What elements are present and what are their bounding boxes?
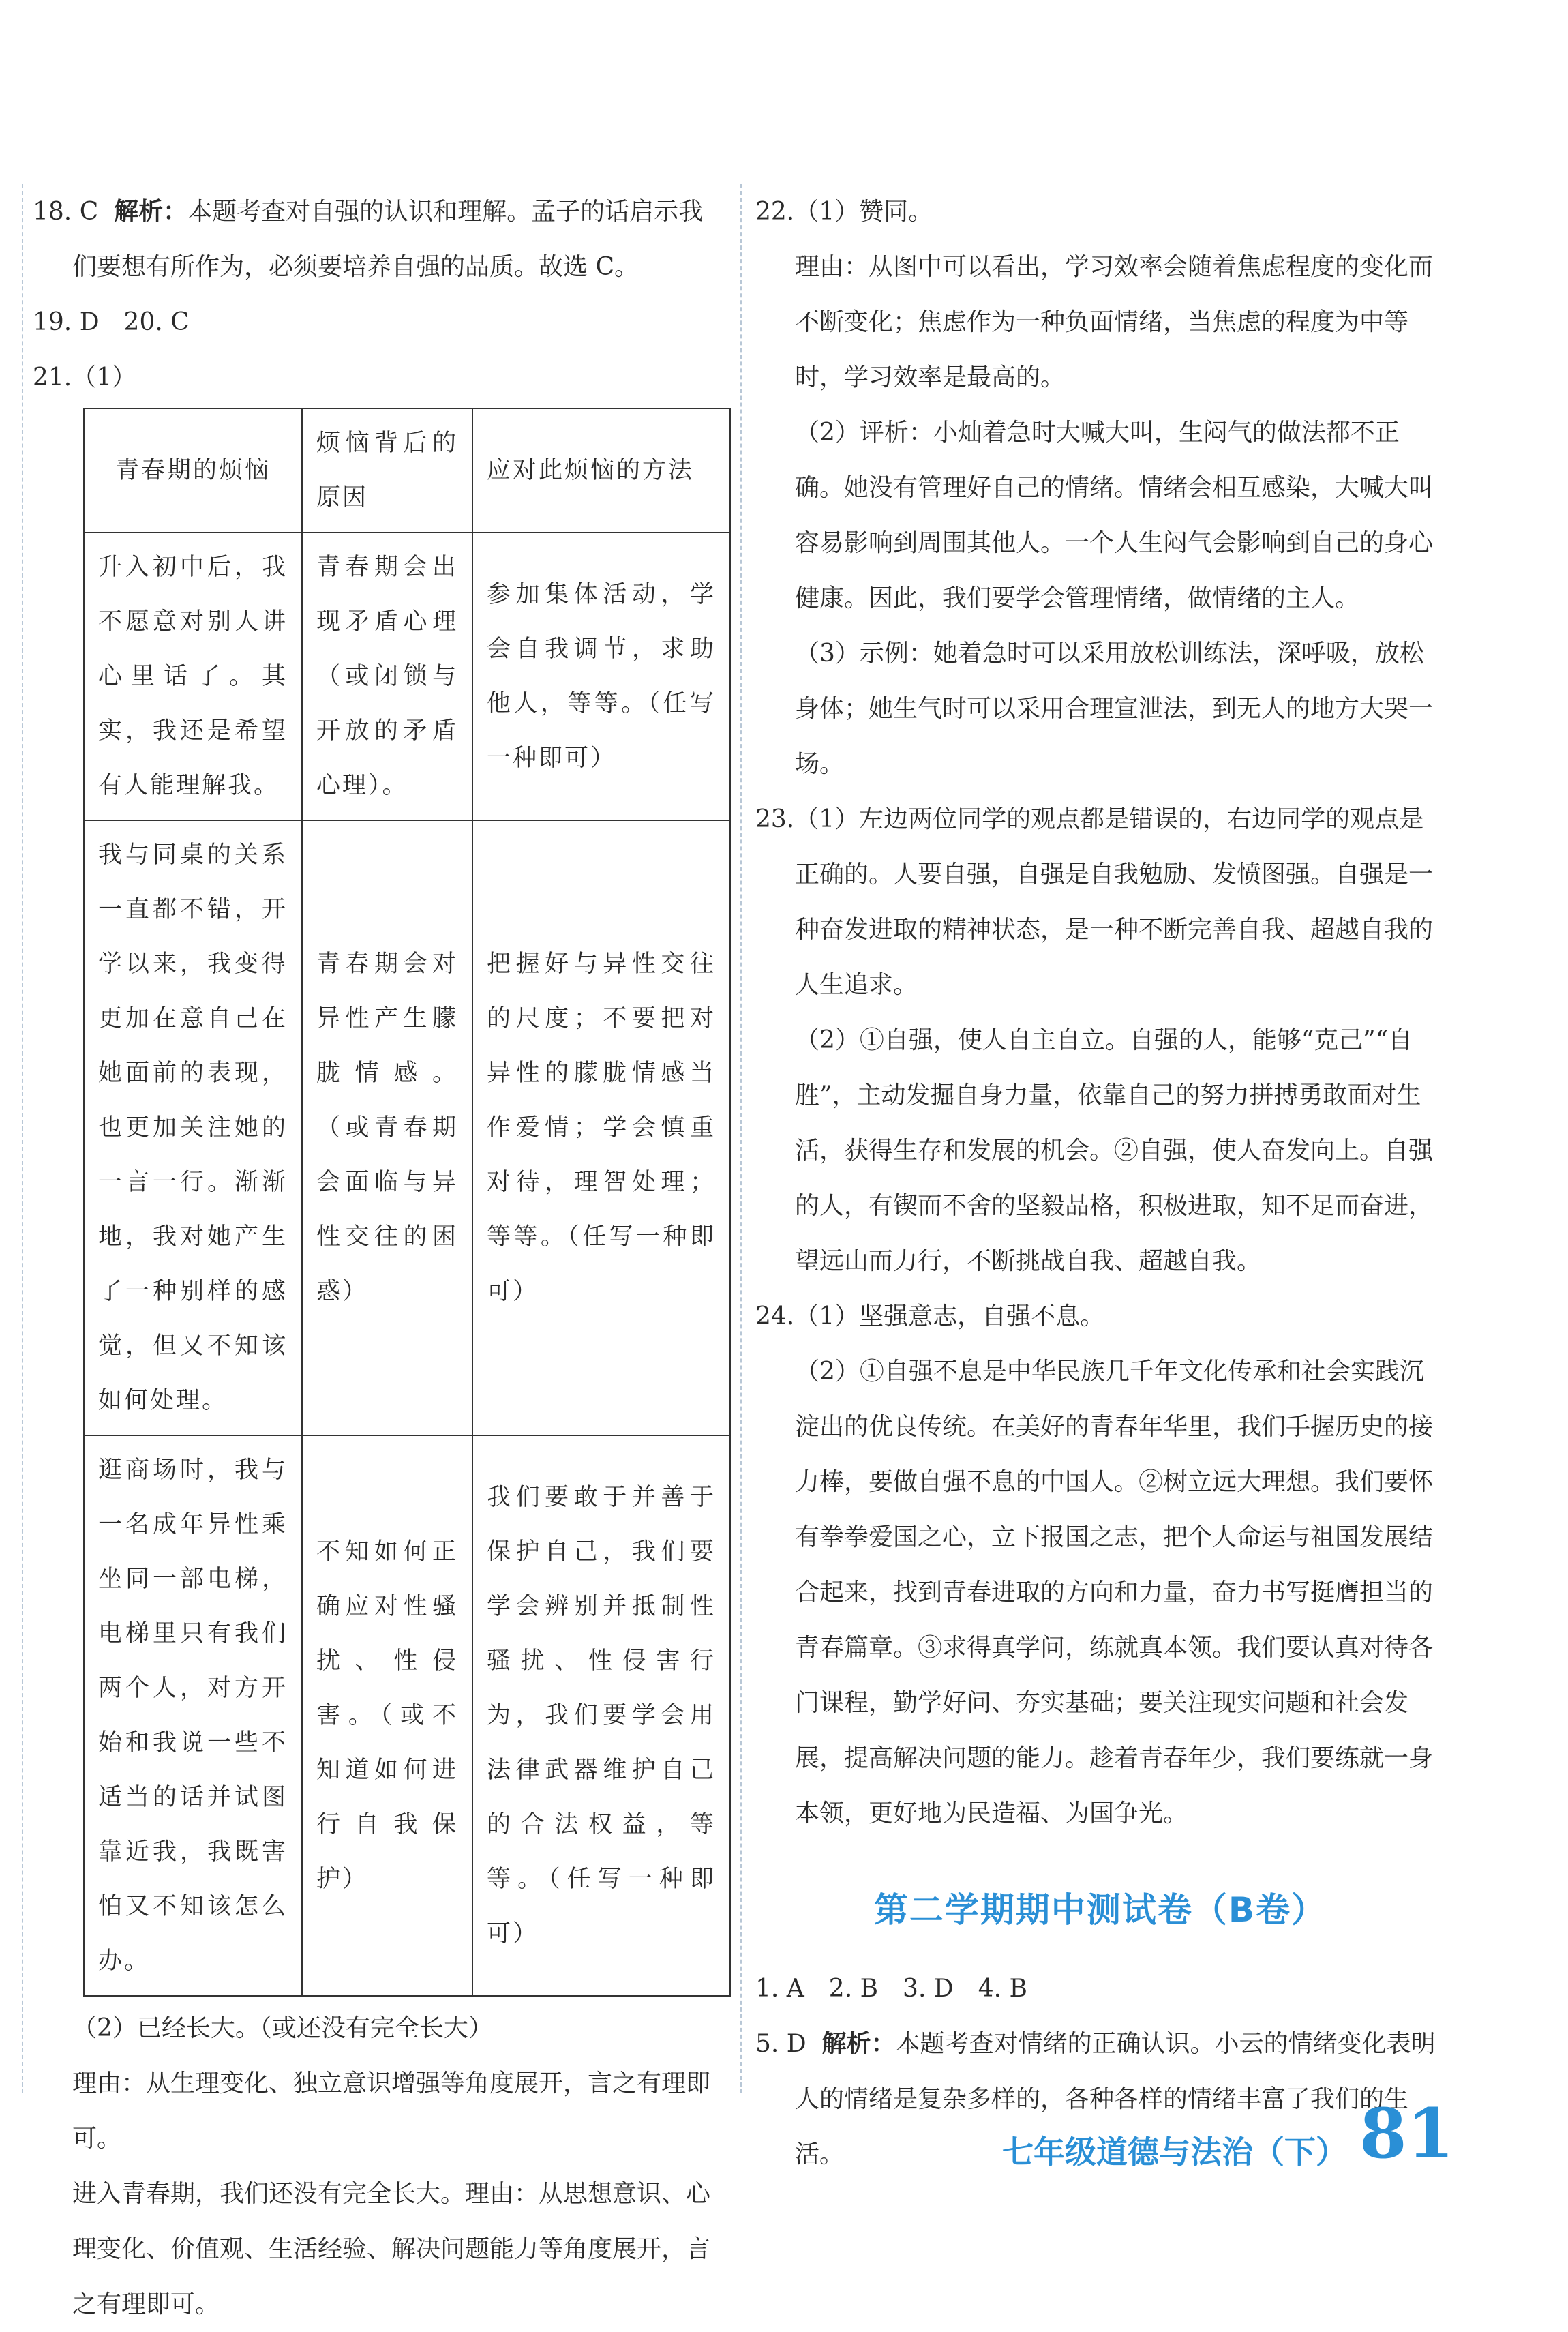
table-cell: 逛商场时，我与一名成年异性乘坐同一部电梯，电梯里只有我们两个人，对方开始和我说一些不适当的话并试图靠近我，我既害怕又不知该怎么办。 xyxy=(84,1435,302,1996)
table-row xyxy=(84,820,730,1435)
answer-21-heading: 21.（1） xyxy=(33,363,137,391)
answer-b-1-4: 1. A 2. B 3. D 4. B xyxy=(755,1975,1027,2003)
table-cell: 青春期会对异性产生朦胧情感。（或青春期会面临与异性交往的困惑） xyxy=(302,820,472,1435)
table-cell: 青春期会出现矛盾心理（或闭锁与开放的矛盾心理）。 xyxy=(302,533,472,820)
answer-24-2: （2）①自强不息是中华民族几千年文化传承和社会实践沉淀出的优良传统。在美好的青春年华里，我们手握历史的接力棒，要做自强不息的中国人。②树立远大理想。我们要怀有拳拳爱国之心，立下报国之志，把个人命运与祖国发展结合起来，找到青春进取的方向和力量，奋力书写挺膺担当的青春篇章。③求得真学问，练就真本领。我们要认真对待各门课程，勤学好问、夯实基础；要关注现实问题和社会发展，提高解决问题的能力。趁着青春年少，我们要练就一身本领，更好地为民造福、为国争光。 xyxy=(795,1358,1434,1827)
answer-19-20: 19. D 20. C xyxy=(33,308,190,336)
analysis-label: 解析： xyxy=(821,2029,896,2058)
table-header-cell: 青春期的烦恼 xyxy=(84,408,302,533)
answer-22-1-reason: 理由：从图中可以看出，学习效率会随着焦虑程度的变化而不断变化；焦虑作为一种负面情绪，当焦虑的程度为中等时，学习效率是最高的。 xyxy=(795,253,1434,391)
answer-number: 5. D xyxy=(755,2030,806,2058)
column-divider xyxy=(740,184,742,2093)
answer-21-table xyxy=(83,408,731,1997)
answer-22-2: （2）评析：小灿着急时大喊大叫，生闷气的做法都不正确。她没有管理好自己的情绪。情绪会相互感染，大喊大叫容易影响到周围其他人。一个人生闷气会影响到自己的身心健康。因此，我们要学会管理情绪，做情绪的主人。 xyxy=(795,419,1434,612)
table-cell: 我与同桌的关系一直都不错，开学以来，我变得更加在意自己在她面前的表现，也更加关注她的一言一行。渐渐地，我对她产生了一种别样的感觉，但又不知该如何处理。 xyxy=(84,820,302,1435)
answer-21-2-reason-b: 进入青春期，我们还没有完全长大。理由：从思想意识、心理变化、价值观、生活经验、解决问题能力等角度展开，言之有理即可。 xyxy=(72,2180,711,2318)
analysis-text: 本题考查对情绪的正确认识。小云的情绪变化表明人的情绪是复杂多样的，各种各样的情绪丰富了我们的生活。 xyxy=(795,2030,1436,2168)
answer-24-1: 24.（1）坚强意志，自强不息。 xyxy=(755,1302,1105,1330)
left-column xyxy=(33,184,721,2332)
table-cell: 参加集体活动，学会自我调节，求助他人，等等。（任写一种即可） xyxy=(472,533,730,820)
answer-22-3: （3）示例：她着急时可以采用放松训练法，深呼吸，放松身体；她生气时可以采用合理宣泄法，到无人的地方大哭一场。 xyxy=(795,640,1434,778)
table-header-row xyxy=(84,408,730,533)
answer-23-2: （2）①自强，使人自主自立。自强的人，能够“克己”“自胜”，主动发掘自身力量，依靠自己的努力拼搏勇敢面对生活，获得生存和发展的机会。②自强，使人奋发向上。自强的人，有锲而不舍的坚毅品格，积极进取，知不足而奋进，望远山而力行，不断挑战自我、超越自我。 xyxy=(795,1026,1434,1275)
left-margin-rule xyxy=(22,184,23,2093)
right-column xyxy=(755,184,1445,2182)
table-cell: 我们要敢于并善于保护自己，我们要学会辨别并抵制性骚扰、性侵害行为，我们要学会用法律武器维护自己的合法权益，等等。（任写一种即可） xyxy=(472,1435,730,1996)
table-row xyxy=(84,533,730,820)
answer-21-2-reason-a: 理由：从生理变化、独立意识增强等角度展开，言之有理即可。 xyxy=(72,2069,711,2153)
answer-23-1: 23.（1）左边两位同学的观点都是错误的，右边同学的观点是正确的。人要自强，自强是自我勉励、发愤图强。自强是一种奋发进取的精神状态，是一种不断完善自我、超越自我的人生追求。 xyxy=(755,805,1434,999)
table-header-cell: 应对此烦恼的方法 xyxy=(472,408,730,533)
table-header-cell: 烦恼背后的原因 xyxy=(302,408,472,533)
table-cell: 不知如何正确应对性骚扰、性侵害。（或不知道如何进行自我保护） xyxy=(302,1435,472,1996)
answer-22-1: 22.（1）赞同。 xyxy=(755,198,933,226)
analysis-label: 解析： xyxy=(114,197,188,226)
footer-book-title: 七年级道德与法治（下） xyxy=(1002,2134,1347,2170)
answer-21-2: （2）已经长大。（或还没有完全长大） xyxy=(72,2014,493,2042)
page-number: 81 xyxy=(1359,2093,1455,2174)
answer-number: 18. C xyxy=(33,198,99,226)
table-row xyxy=(84,1435,730,1996)
table-cell: 升入初中后，我不愿意对别人讲心里话了。其实，我还是希望有人能理解我。 xyxy=(84,533,302,820)
analysis-text: 本题考查对自强的认识和理解。孟子的话启示我们要想有所作为，必须要培养自强的品质。故选 C。 xyxy=(72,198,704,281)
answer-18 xyxy=(33,184,721,295)
section-title: 第二学期期中测试卷（B卷） xyxy=(873,1890,1327,1930)
table-cell: 把握好与异性交往的尺度；不要把对异性的朦胧情感当作爱情；学会慎重对待，理智处理；等等。（任写一种即可） xyxy=(472,820,730,1435)
